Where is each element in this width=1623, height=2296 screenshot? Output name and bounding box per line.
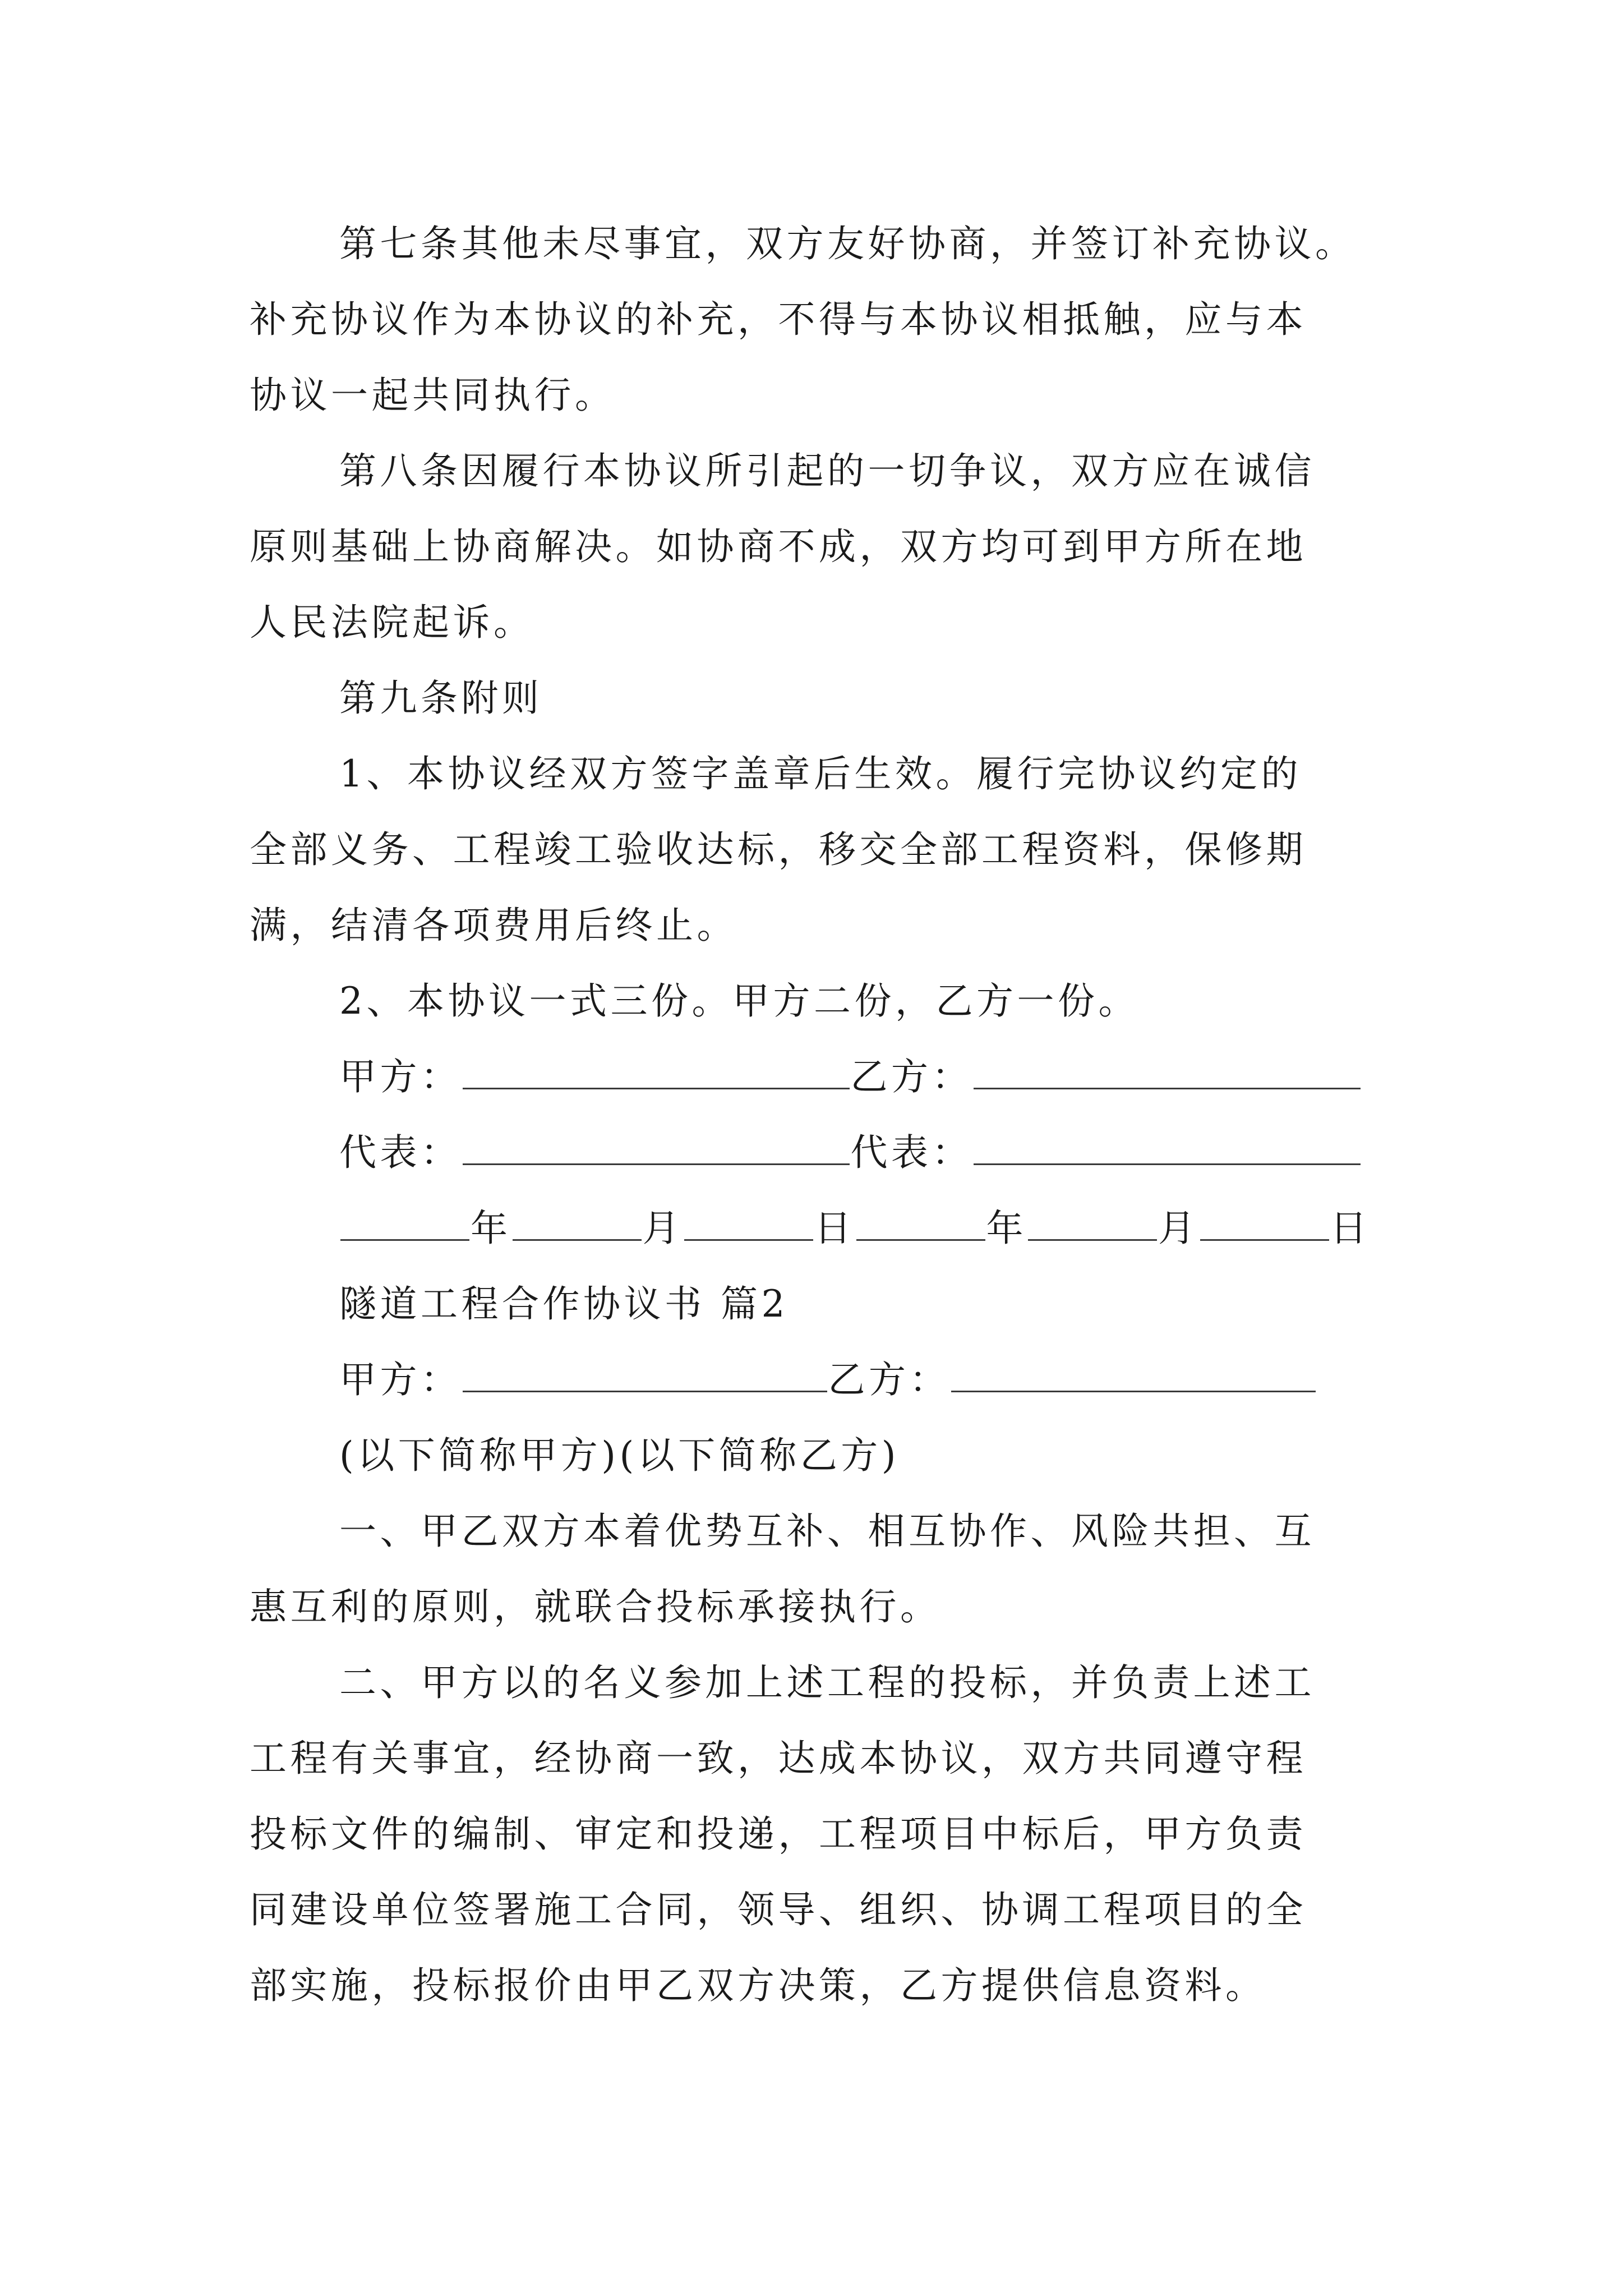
rep-a-label: 代表： bbox=[339, 1131, 462, 1174]
date-b-year-blank[interactable] bbox=[856, 1207, 985, 1241]
article7-line3: 协议一起共同执行。 bbox=[250, 374, 616, 417]
section2-abbrev: (以下简称甲方)(以下简称乙方) bbox=[339, 1434, 900, 1477]
date-a-year-blank[interactable] bbox=[340, 1207, 469, 1241]
signature-row-parties bbox=[339, 1055, 1362, 1099]
party-b-blank[interactable] bbox=[974, 1055, 1361, 1089]
date-a-month: 月 bbox=[642, 1207, 683, 1250]
date-a-year: 年 bbox=[471, 1207, 511, 1250]
article9-title: 第九条附则 bbox=[339, 677, 543, 720]
section2-party-b-blank[interactable] bbox=[951, 1358, 1316, 1392]
rep-b-label: 代表： bbox=[850, 1131, 972, 1174]
section2-party-a-blank[interactable] bbox=[463, 1358, 827, 1392]
article9-item2: 2、本协议一式三份。甲方二份，乙方一份。 bbox=[339, 979, 1139, 1023]
date-b-day: 日 bbox=[1330, 1207, 1371, 1250]
article8-line3: 人民法院起诉。 bbox=[250, 601, 534, 644]
article9-item1-line2: 全部义务、工程竣工验收达标，移交全部工程资料，保修期 bbox=[250, 828, 1307, 871]
section2-party-a-label: 甲方： bbox=[339, 1358, 462, 1401]
section2-p2-line5: 部实施，投标报价由甲乙双方决策，乙方提供信息资料。 bbox=[250, 1964, 1266, 2007]
article9-item1-line3: 满，结清各项费用后终止。 bbox=[250, 904, 737, 947]
date-a-month-blank[interactable] bbox=[513, 1207, 642, 1241]
article8-line1: 第八条因履行本协议所引起的一切争议，双方应在诚信 bbox=[339, 449, 1315, 493]
date-b-day-blank[interactable] bbox=[1200, 1207, 1329, 1241]
signature-row-representatives bbox=[339, 1130, 1362, 1175]
section2-p1-line1: 一、甲乙双方本着优势互补、相互协作、风险共担、互 bbox=[339, 1510, 1315, 1553]
section2-party-b-label: 乙方： bbox=[828, 1358, 950, 1401]
rep-b-blank[interactable] bbox=[974, 1131, 1361, 1165]
section2-p1-line2: 惠互利的原则，就联合投标承接执行。 bbox=[250, 1585, 941, 1628]
signature-row-dates bbox=[339, 1206, 1371, 1251]
party-a-label: 甲方： bbox=[339, 1055, 462, 1098]
section2-p2-line1: 二、甲方以的名义参加上述工程的投标，并负责上述工 bbox=[339, 1661, 1315, 1704]
article9-item1-line1: 1、本协议经双方签字盖章后生效。履行完协议约定的 bbox=[339, 752, 1302, 795]
article7-line1: 第七条其他未尽事宜，双方友好协商，并签订补充协议。 bbox=[339, 222, 1356, 265]
rep-a-blank[interactable] bbox=[463, 1131, 850, 1165]
date-b-month: 月 bbox=[1158, 1207, 1199, 1250]
date-b-month-blank[interactable] bbox=[1028, 1207, 1157, 1241]
section2-heading: 隧道工程合作协议书 篇2 bbox=[339, 1282, 789, 1326]
party-b-label: 乙方： bbox=[850, 1055, 972, 1098]
section2-p2-line2: 工程有关事宜，经协商一致，达成本协议，双方共同遵守程 bbox=[250, 1737, 1307, 1780]
section2-p2-line4: 同建设单位签署施工合同，领导、组织、协调工程项目的全 bbox=[250, 1888, 1307, 1931]
party-a-blank[interactable] bbox=[463, 1055, 850, 1089]
date-b-year: 年 bbox=[986, 1207, 1027, 1250]
section2-parties-row bbox=[339, 1358, 1317, 1402]
article7-line2: 补充协议作为本协议的补充，不得与本协议相抵触，应与本 bbox=[250, 298, 1307, 341]
date-a-day-blank[interactable] bbox=[684, 1207, 813, 1241]
article8-line2: 原则基础上协商解决。如协商不成，双方均可到甲方所在地 bbox=[250, 525, 1307, 568]
section2-p2-line3: 投标文件的编制、审定和投递，工程项目中标后，甲方负责 bbox=[250, 1812, 1307, 1856]
date-a-day: 日 bbox=[814, 1207, 855, 1250]
